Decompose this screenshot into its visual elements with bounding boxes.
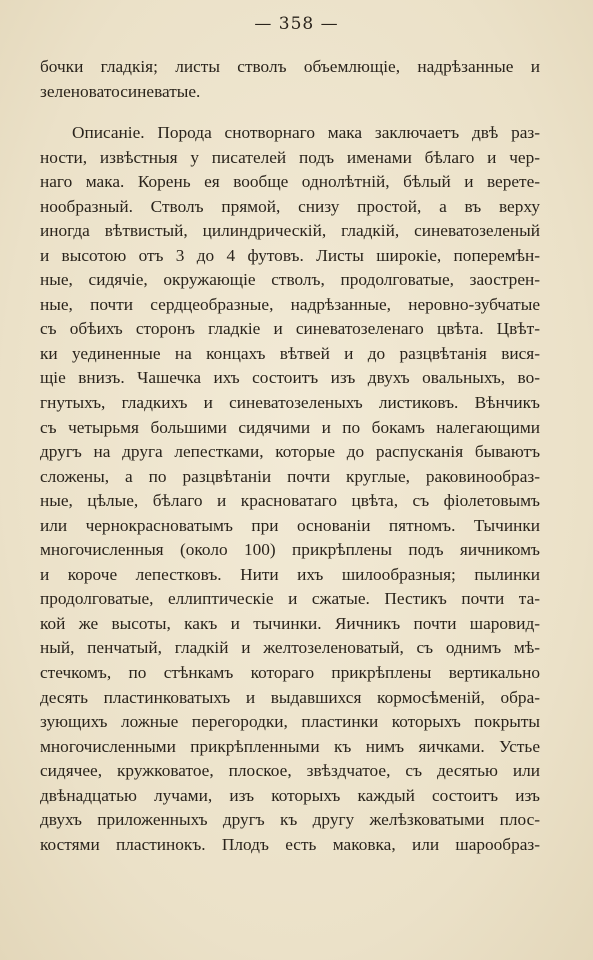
text-line: ный, пенчатый, гладкій и желтозеленоватый, съ однимъ мѣ- [40, 638, 540, 658]
text-line: другъ на друга лепестками, которые до распусканія бываютъ [40, 442, 540, 462]
continued-paragraph [40, 55, 540, 104]
text-line: ки уединенные на концахъ вѣтвей и до разцвѣтанія вися- [40, 343, 540, 363]
text-line: ные, почти сердцеобразные, надрѣзанные, неровно-зубчатые [40, 294, 540, 314]
text-line: съ четырьмя большими сидячими и по бокамъ налегающими [40, 417, 540, 437]
text-line: и высотою отъ 3 до 4 футовъ. Листы широкіе, поперемѣн- [40, 245, 540, 265]
text-line: или чернокрасноватымъ при основаніи пятномъ. Тычинки [40, 515, 540, 535]
text-line: ности, извѣстныя у писателей подъ именами бѣлаго и чер- [40, 147, 540, 167]
text-line: зеленоватосиневатые. [40, 81, 201, 101]
text-line: бочки гладкія; листы стволъ объемлющіе, надрѣзанные и [40, 57, 540, 76]
text-line: кой же высоты, какъ и тычинки. Яичникъ почти шаровид- [40, 613, 540, 633]
text-line: и короче лепестковъ. Нити ихъ шилообразныя; пылинки [40, 564, 540, 584]
text-line: Описаніе. Порода снотворнаго мака заключаетъ двѣ раз- [72, 123, 540, 142]
text-line: двухъ приложенныхъ другъ къ другу желѣзковатыми плос- [40, 810, 540, 830]
text-line: ные, сидячіе, окружающіе стволъ, продолговатые, заострен- [40, 270, 540, 290]
text-line: двѣнадцатью лучами, изъ которыхъ каждый состоитъ изъ [40, 785, 540, 805]
text-line: сидячее, кружковатое, плоское, звѣздчатое, съ десятью или [40, 761, 540, 781]
description-paragraph [40, 121, 540, 857]
text-line: сложены, а по разцвѣтаніи почти круглые, раковинообраз- [40, 466, 540, 486]
text-line: продолговатые, еллиптическіе и сжатые. Пестикъ почти та- [40, 589, 540, 609]
text-line: ные, цѣлые, бѣлаго и красноватаго цвѣта, съ фіолетовымъ [40, 491, 540, 511]
text-line: многочисленныя (около 100) прикрѣплены подъ яичникомъ [40, 540, 540, 560]
text-line: зующихъ ложные перегородки, пластинки которыхъ покрыты [40, 712, 540, 732]
text-line: иногда вѣтвистый, цилиндрическій, гладкій, синеватозеленый [40, 221, 540, 241]
text-line: костями пластинокъ. Плодъ есть маковка, или шарообраз- [40, 834, 540, 854]
text-line: наго мака. Корень ея вообще однолѣтній, бѣлый и верете- [40, 172, 540, 192]
text-line: стечкомъ, по стѣнкамъ котораго прикрѣплены вертикально [40, 663, 540, 683]
text-line: десять пластинковатыхъ и выдавшихся кормосѣменій, обра- [40, 687, 540, 707]
text-line: щіе внизъ. Чашечка ихъ состоитъ изъ двухъ овальныхъ, во- [40, 368, 540, 388]
text-line: съ обѣихъ сторонъ гладкіе и синеватозеленаго цвѣта. Цвѣт- [40, 319, 540, 339]
page-number: — 358 — [254, 14, 339, 34]
text-line: гнутыхъ, гладкихъ и синеватозеленыхъ листиковъ. Вѣнчикъ [40, 393, 540, 413]
text-line: многочисленными прикрѣпленными къ нимъ яичками. Устье [40, 736, 540, 756]
text-line: нообразный. Стволъ прямой, снизу простой, а въ верху [40, 196, 540, 216]
